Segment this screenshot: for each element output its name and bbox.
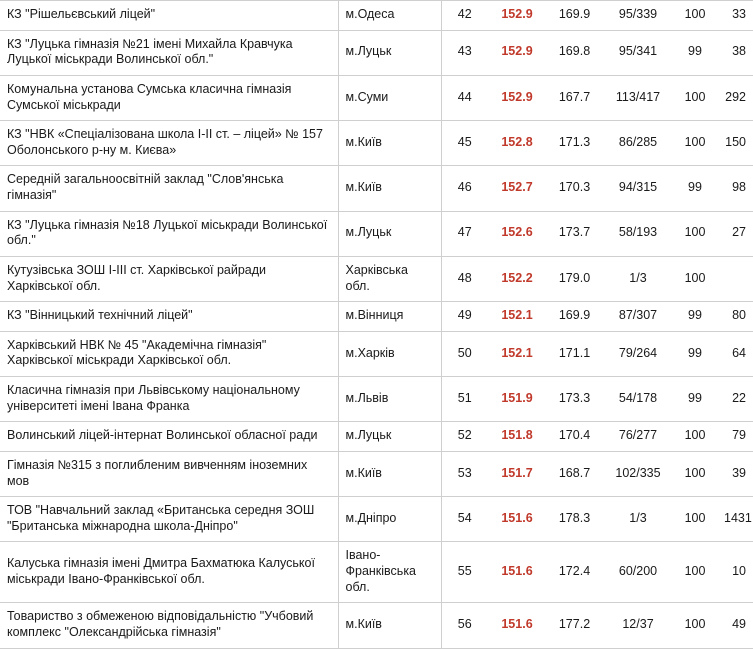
table-row <box>0 542 753 603</box>
cell-ukrainian: 177.2 <box>546 603 603 648</box>
cell-ratio: 94/315 <box>603 166 673 211</box>
cell-rank: 42 <box>441 1 488 31</box>
cell-rank: 48 <box>441 256 488 301</box>
cell-city: Харківська обл. <box>338 256 441 301</box>
cell-percent: 100 <box>673 121 717 166</box>
cell-ratio: 54/178 <box>603 377 673 422</box>
cell-count: 98 <box>717 166 753 211</box>
cell-city: м.Харків <box>338 331 441 376</box>
cell-count: 292 <box>717 75 753 120</box>
table-row <box>0 451 753 496</box>
cell-score: 151.6 <box>488 603 546 648</box>
cell-count: 79 <box>717 422 753 452</box>
table-row <box>0 377 753 422</box>
cell-city: м.Луцьк <box>338 422 441 452</box>
cell-percent: 100 <box>673 497 717 542</box>
table-row <box>0 256 753 301</box>
table-body <box>0 1 753 649</box>
table-row <box>0 30 753 75</box>
cell-percent: 99 <box>673 302 717 332</box>
cell-rank: 47 <box>441 211 488 256</box>
cell-percent: 100 <box>673 256 717 301</box>
cell-count: 80 <box>717 302 753 332</box>
cell-score: 152.1 <box>488 331 546 376</box>
cell-count: 1431 <box>717 497 753 542</box>
cell-rank: 44 <box>441 75 488 120</box>
cell-ratio: 95/339 <box>603 1 673 31</box>
cell-ratio: 87/307 <box>603 302 673 332</box>
cell-ratio: 102/335 <box>603 451 673 496</box>
cell-percent: 99 <box>673 377 717 422</box>
cell-city: м.Дніпро <box>338 497 441 542</box>
cell-name: Харківський НВК № 45 "Академічна гімназія" Харківської міськради Харківської обл. <box>0 331 338 376</box>
cell-ukrainian: 171.3 <box>546 121 603 166</box>
cell-count: 10 <box>717 542 753 603</box>
cell-city: м.Київ <box>338 121 441 166</box>
cell-city: м.Київ <box>338 603 441 648</box>
cell-name: КЗ "НВК «Спеціалізована школа I-II ст. – ліцей» № 157 Оболонського р-ну м. Києва» <box>0 121 338 166</box>
cell-ratio: 58/193 <box>603 211 673 256</box>
cell-city: м.Київ <box>338 166 441 211</box>
cell-count: 33 <box>717 1 753 31</box>
cell-city: м.Львів <box>338 377 441 422</box>
cell-count: 22 <box>717 377 753 422</box>
cell-name: Класична гімназія при Львівському національному університеті імені Івана Франка <box>0 377 338 422</box>
cell-rank: 51 <box>441 377 488 422</box>
cell-percent: 100 <box>673 75 717 120</box>
table-row <box>0 331 753 376</box>
cell-name: Товариство з обмеженою відповідальністю "Учбовий комплекс "Олександрійська гімназія" <box>0 603 338 648</box>
table-row <box>0 166 753 211</box>
cell-ukrainian: 170.3 <box>546 166 603 211</box>
cell-count: 39 <box>717 451 753 496</box>
cell-city: Івано-Франківська обл. <box>338 542 441 603</box>
cell-count: 38 <box>717 30 753 75</box>
cell-rank: 55 <box>441 542 488 603</box>
cell-percent: 99 <box>673 331 717 376</box>
cell-city: м.Луцьк <box>338 211 441 256</box>
cell-score: 152.6 <box>488 211 546 256</box>
cell-score: 151.7 <box>488 451 546 496</box>
cell-count: 27 <box>717 211 753 256</box>
cell-city: м.Київ <box>338 451 441 496</box>
table-row <box>0 1 753 31</box>
table-row <box>0 603 753 648</box>
cell-ratio: 95/341 <box>603 30 673 75</box>
cell-score: 151.6 <box>488 497 546 542</box>
cell-ratio: 86/285 <box>603 121 673 166</box>
cell-percent: 100 <box>673 211 717 256</box>
table-row <box>0 211 753 256</box>
cell-ratio: 76/277 <box>603 422 673 452</box>
cell-count: 49 <box>717 603 753 648</box>
cell-score: 152.2 <box>488 256 546 301</box>
cell-ukrainian: 169.8 <box>546 30 603 75</box>
cell-name: КЗ "Луцька гімназія №21 імені Михайла Кравчука Луцької міськради Волинської обл." <box>0 30 338 75</box>
cell-count: 150 <box>717 121 753 166</box>
cell-count <box>717 256 753 301</box>
cell-ukrainian: 169.9 <box>546 302 603 332</box>
cell-rank: 54 <box>441 497 488 542</box>
cell-score: 151.9 <box>488 377 546 422</box>
cell-rank: 49 <box>441 302 488 332</box>
cell-name: Кутузівська ЗОШ I-III ст. Харківської райради Харківської обл. <box>0 256 338 301</box>
cell-percent: 99 <box>673 166 717 211</box>
cell-name: Гімназія №315 з поглибленим вивченням іноземних мов <box>0 451 338 496</box>
cell-score: 151.6 <box>488 542 546 603</box>
cell-ratio: 1/3 <box>603 497 673 542</box>
cell-score: 152.9 <box>488 1 546 31</box>
table-row <box>0 302 753 332</box>
table-row <box>0 121 753 166</box>
cell-ukrainian: 169.9 <box>546 1 603 31</box>
cell-name: КЗ "Рішельєвський ліцей" <box>0 1 338 31</box>
cell-rank: 50 <box>441 331 488 376</box>
cell-ukrainian: 168.7 <box>546 451 603 496</box>
cell-ukrainian: 173.3 <box>546 377 603 422</box>
cell-name: Комунальна установа Сумська класична гімназія Сумської міськради <box>0 75 338 120</box>
cell-ratio: 12/37 <box>603 603 673 648</box>
cell-name: Середній загальноосвітній заклад "Слов'янська гімназія" <box>0 166 338 211</box>
cell-ukrainian: 173.7 <box>546 211 603 256</box>
cell-ratio: 79/264 <box>603 331 673 376</box>
cell-ukrainian: 179.0 <box>546 256 603 301</box>
cell-ratio: 113/417 <box>603 75 673 120</box>
cell-score: 152.9 <box>488 30 546 75</box>
cell-rank: 46 <box>441 166 488 211</box>
cell-name: КЗ "Вінницький технічний ліцей" <box>0 302 338 332</box>
cell-rank: 56 <box>441 603 488 648</box>
table-row <box>0 497 753 542</box>
cell-rank: 45 <box>441 121 488 166</box>
cell-percent: 100 <box>673 422 717 452</box>
cell-percent: 100 <box>673 451 717 496</box>
cell-ukrainian: 167.7 <box>546 75 603 120</box>
cell-rank: 52 <box>441 422 488 452</box>
cell-score: 152.8 <box>488 121 546 166</box>
cell-score: 152.7 <box>488 166 546 211</box>
cell-ukrainian: 178.3 <box>546 497 603 542</box>
cell-rank: 53 <box>441 451 488 496</box>
cell-city: м.Вінниця <box>338 302 441 332</box>
cell-ukrainian: 170.4 <box>546 422 603 452</box>
cell-name: Калуська гімназія імені Дмитра Бахматюка Калуської міськради Івано-Франківської обл. <box>0 542 338 603</box>
cell-ukrainian: 171.1 <box>546 331 603 376</box>
cell-score: 152.1 <box>488 302 546 332</box>
table-row <box>0 75 753 120</box>
cell-score: 152.9 <box>488 75 546 120</box>
cell-rank: 43 <box>441 30 488 75</box>
cell-count: 64 <box>717 331 753 376</box>
cell-ratio: 60/200 <box>603 542 673 603</box>
cell-percent: 100 <box>673 1 717 31</box>
table-row <box>0 422 753 452</box>
cell-city: м.Одеса <box>338 1 441 31</box>
cell-name: ТОВ "Навчальний заклад «Британська середня ЗОШ "Британська міжнародна школа-Дніпро" <box>0 497 338 542</box>
cell-score: 151.8 <box>488 422 546 452</box>
cell-ukrainian: 172.4 <box>546 542 603 603</box>
cell-city: м.Луцьк <box>338 30 441 75</box>
cell-name: КЗ "Луцька гімназія №18 Луцької міськради Волинської обл." <box>0 211 338 256</box>
cell-city: м.Суми <box>338 75 441 120</box>
cell-name: Волинський ліцей-інтернат Волинської обласної ради <box>0 422 338 452</box>
cell-percent: 100 <box>673 542 717 603</box>
cell-ratio: 1/3 <box>603 256 673 301</box>
cell-percent: 100 <box>673 603 717 648</box>
cell-percent: 99 <box>673 30 717 75</box>
